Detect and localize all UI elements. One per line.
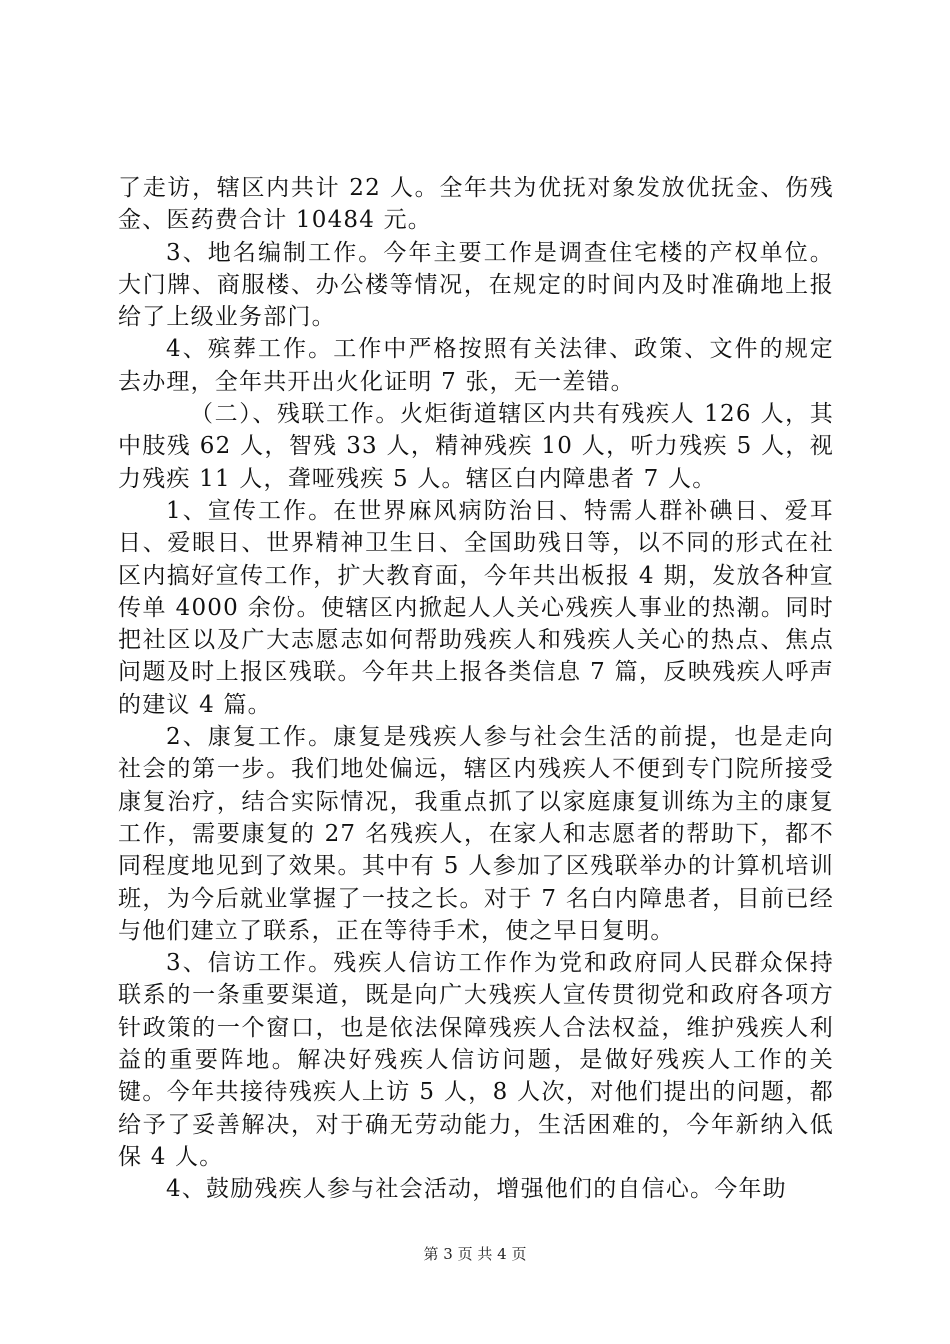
paragraph-social-activities: 4、鼓励残疾人参与社会活动，增强他们的自信心。今年助 [166,1176,787,1203]
paragraph-place-naming: 3、地名编制工作。今年主要工作是调查住宅楼的产权单位。大门牌、商服楼、办公楼等情况，在规定的时间内及时准确地上报给了上级业务部门。 [118,239,834,331]
paragraph-funeral-work: 4、殡葬工作。工作中严格按照有关法律、政策、文件的规定去办理，全年共开出火化证明 7 张，无一差错。 [118,336,834,395]
paragraph-rehabilitation-work: 2、康复工作。康复是残疾人参与社会生活的前提，也是走向社会的第一步。我们地处偏远，辖区内残疾人不便到专门院所接受康复治疗，结合实际情况，我重点抓了以家庭康复训练为主的康复工作，需要康复的 27 名残疾人，在家人和志愿者的帮助下，都不同程度地见到了效果。其中有 5 人参加了区残联举办的计算机培训班，为今后就业掌握了一技之长。对于 7 名白内障患者，目前已经与他们建立了联系，正在等待手术，使之早日复明。 [118,724,834,944]
page-footer: 第 3 页 共 4 页 [423,1245,527,1263]
paragraph-veteran-visits: 了走访，辖区内共计 22 人。全年共为优抚对象发放优抚金、伤残金、医药费合计 10484 元。 [118,175,834,234]
paragraph-disability-federation: （二）、残联工作。火炬街道辖区内共有残疾人 126 人，其中肢残 62 人，智残 33 人，精神残疾 10 人，听力残疾 5 人，视力残疾 11 人，聋哑残疾 5 人。辖区白内障患者 7 人。 [118,401,834,492]
paragraph-publicity-work: 1、宣传工作。在世界麻风病防治日、特需人群补碘日、爱耳日、爱眼日、世界精神卫生日、全国助残日等，以不同的形式在社区内搞好宣传工作，扩大教育面，今年共出板报 4 期，发放各种宣传单 4000 余份。使辖区内掀起人人关心残疾人事业的热潮。同时把社区以及广大志愿志如何帮助残疾人和残疾人关心的热点、焦点问题及时上报区残联。今年共上报各类信息 7 篇，反映残疾人呼声的建议 4 篇。 [118,497,834,718]
document-body [118,172,834,1206]
paragraph-petition-work: 3、信访工作。残疾人信访工作作为党和政府同人民群众保持联系的一条重要渠道，既是向广大残疾人宣传贯彻党和政府各项方针政策的一个窗口，也是依法保障残疾人合法权益，维护残疾人利益的重要阵地。解决好残疾人信访问题，是做好残疾人工作的关键。今年共接待残疾人上访 5 人，8 人次，对他们提出的问题，都给予了妥善解决，对于确无劳动能力，生活困难的，今年新纳入低保 4 人。 [118,950,834,1170]
